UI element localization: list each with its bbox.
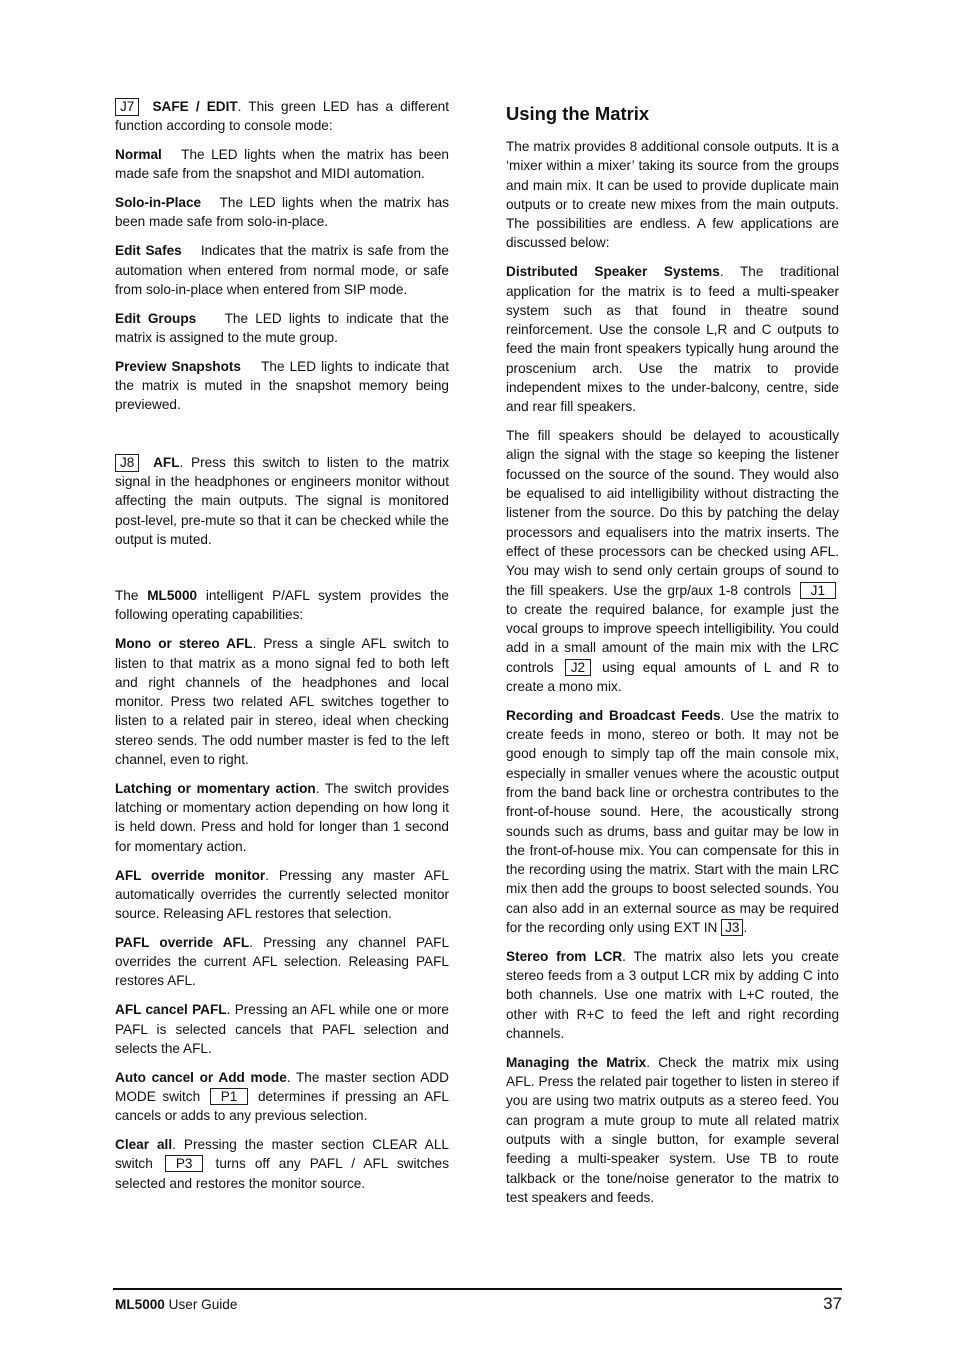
afl-override-paragraph: AFL override monitor. Pressing any master AFL automatically overrides the currently selected monitor source. Releasing AFL restores that selection. [115,867,449,922]
latching-paragraph: Latching or momentary action. The switch provides latching or momentary action depending on how long it is held down. Press and hold for longer than 1 second for momentary action. [115,780,449,854]
pafl-override-paragraph: PAFL override AFL. Pressing any channel PAFL overrides the current AFL selection. Releasing PAFL restores AFL. [115,934,449,989]
j7-tag: J7 [115,98,139,116]
clear-all-paragraph: Clear all. Pressing the master section CLEAR ALL switch P3 turns off any PAFL / AFL switches selected and restores the monitor source. [115,1137,449,1191]
section-heading: Using the Matrix [506,103,650,124]
j8-title: AFL [153,454,180,470]
j8-tag: J8 [115,454,139,472]
distributed-paragraph: Distributed Speaker Systems. The traditional application for the matrix is to feed a multi-speaker system such as that found in theatre sound reinforcement. Use the console L,R and C outputs to feed the main front speakers typically hung around the proscenium arch. Use the matrix to provide independent mixes to the under-balcony, centre, side and rear fill speakers. [506,264,840,415]
normal-paragraph: Normal The LED lights when the matrix has been made safe from the snapshot and MIDI automation. [115,147,449,182]
stereo-paragraph: Stereo from LCR. The matrix also lets you create stereo feeds from a 3 output LCR mix by adding C into both channels. Use one matrix with L+C routed, the other with R+C to feed the left and right recording channels. [506,948,839,1042]
j2-ref: J2 [565,659,591,676]
matrix-intro-paragraph: The matrix provides 8 additional console outputs. It is a ‘mixer within a mixer’ taking its source from the groups and main mix. It can be used to provide duplicate main outputs or to create new mixes from the main outputs. The possibilities are endless. A few applications are discussed below: [506,139,839,251]
edit-safes-paragraph: Edit Safes Indicates that the matrix is safe from the automation when entered from normal mode, or safe from solo-in-place when entered from SIP mode. [115,243,449,297]
j8-paragraph: J8 AFL. Press this switch to listen to the matrix signal in the headphones or engineers monitor without affecting the main outputs. The signal is monitored post-level, pre-mute so that it can be checked while the output is muted. [115,454,449,547]
sip-paragraph: Solo-in-Place The LED lights when the matrix has been made safe from solo-in-place. [115,195,449,230]
edit-groups-paragraph: Edit Groups The LED lights to indicate that the matrix is assigned to the mute group. [115,310,449,345]
left-column [115,97,449,1202]
page-number: 37 [823,1294,842,1313]
j3-ref: J3 [721,919,743,936]
auto-cancel-paragraph: Auto cancel or Add mode. The master section ADD MODE switch P1 determines if pressing an AFL cancels or adds to any previous selection. [115,1069,449,1124]
p1-ref: P1 [210,1088,249,1105]
pafl-intro-paragraph: The ML5000 intelligent P/AFL system provides the following operating capabilities: [115,588,449,623]
preview-paragraph: Preview Snapshots The LED lights to indicate that the matrix is muted in the snapshot memory being previewed. [115,358,449,413]
footer-title: ML5000 User Guide [115,1297,238,1312]
fill-paragraph: The fill speakers should be delayed to acoustically align the signal with the stage so keeping the listener focussed on the source of the sound. They would also be equalised to aid intelligibility without distracting the listener from the source. Do this by patching the delay processors and equalisers into the matrix inserts. The effect of these processors can be checked using AFL. You may wish to send only certain groups of sound to the fill speakers. Use the grp/aux 1-8 controls J1 to create the required balance, for example just the vocal groups to improve speech intelligibility. You could add in a small amount of the main mix with the LRC controls J2 using equal amounts of L and R to create a mono mix. [506,428,839,695]
p3-ref: P3 [165,1155,204,1172]
j1-ref: J1 [800,582,836,599]
j7-title: SAFE / EDIT [152,99,238,114]
footer-rule [113,1288,842,1290]
recording-paragraph: Recording and Broadcast Feeds. Use the matrix to create feeds in mono, stereo or both. It may not be good enough to simply tap off the main console mix, especially in smaller venues where the acoustic output from the band back line or orchestra contributes to the front-of-house sound. Here, the acoustically strong sounds such as drums, bass and guitar may be low in the front-of-house mix. You can compensate for this in the recording using the matrix. Start with the main LRC mix then add the groups to boost selected sounds. You can also add in an external source as may be required for the recording only using EXT IN J3 . [506,707,839,936]
afl-cancel-paragraph: AFL cancel PAFL. Pressing an AFL while one or more PAFL is selected cancels that PAFL selection and selects the AFL. [115,1002,449,1056]
managing-paragraph: Managing the Matrix. Check the matrix mix using AFL. Press the related pair together to listen in stereo if you are using two matrix outputs as a stereo feed. You can program a mute group to mute all related matrix outputs with a single button, for example several feeding a multi-speaker system. Use TB to route talkback or the tone/noise generator to the matrix to test speakers and feeds. [506,1054,839,1205]
right-column [506,97,839,1217]
j7-paragraph: J7 SAFE / EDIT. This green LED has a different function according to console mode: [115,99,449,134]
mono-paragraph: Mono or stereo AFL. Press a single AFL switch to listen to that matrix as a mono signal fed to both left and right channels of the headphones and local monitor. Press two related AFL switches together to listen to a related pair in stereo, ideal when checking stereo sends. The odd number master is fed to the left channel, even to right. [115,636,449,768]
